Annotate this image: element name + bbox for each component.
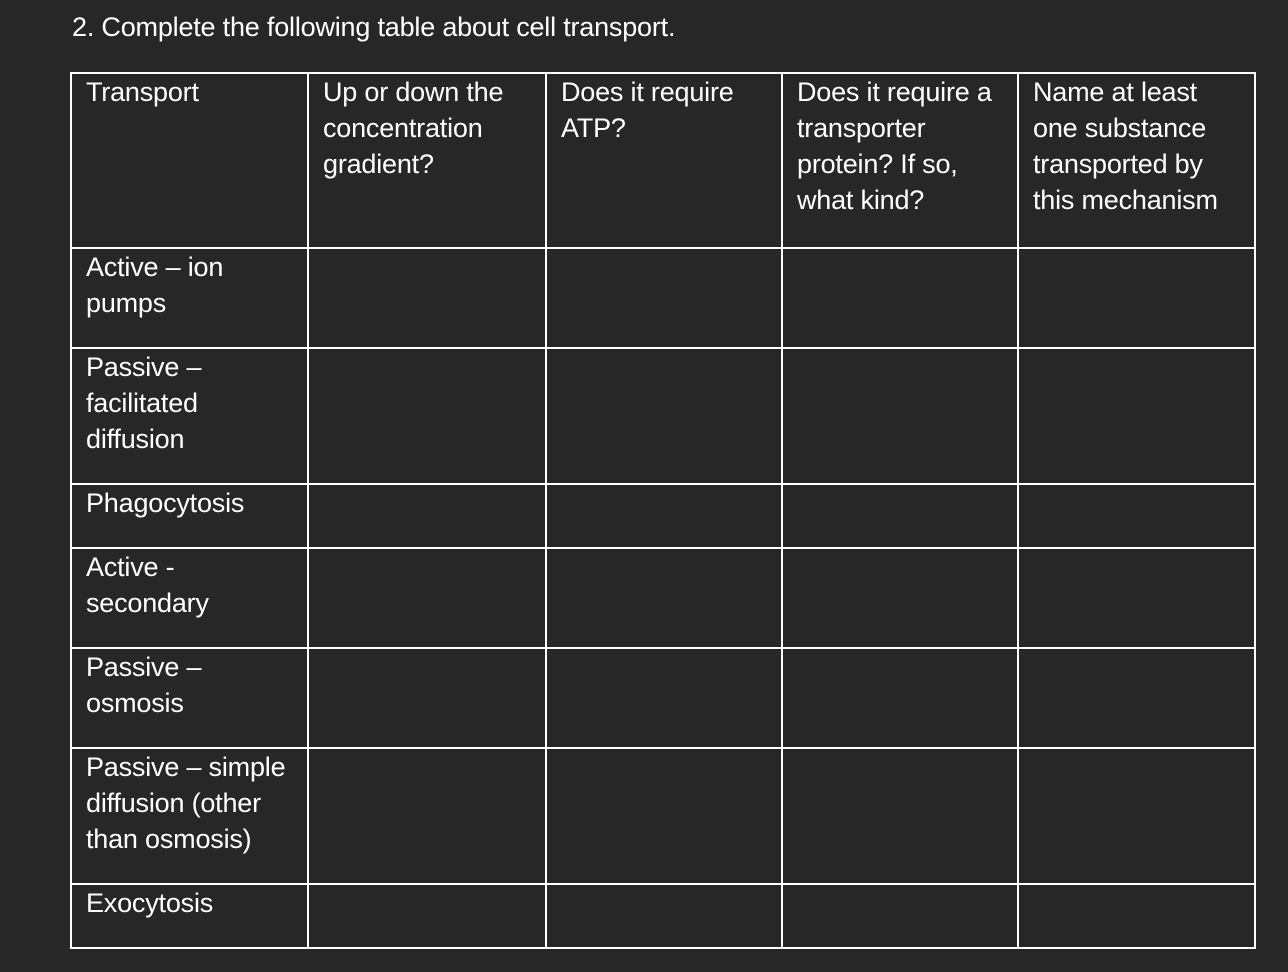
header-atp: Does it require ATP? [546,73,782,248]
answer-cell-gradient[interactable] [308,648,546,748]
answer-cell-atp[interactable] [546,748,782,884]
answer-cell-substance[interactable] [1018,648,1255,748]
table-row [71,648,1255,748]
answer-cell-substance[interactable] [1018,348,1255,484]
header-transport: Transport [71,73,308,248]
table-row [71,348,1255,484]
answer-cell-protein[interactable] [782,548,1018,648]
answer-cell-gradient[interactable] [308,548,546,648]
answer-cell-substance[interactable] [1018,248,1255,348]
header-substance: Name at least one substance transported by this mechanism [1018,73,1255,248]
answer-cell-substance[interactable] [1018,748,1255,884]
table-row [71,884,1255,948]
answer-cell-gradient[interactable] [308,248,546,348]
row-label-passive-simple-diffusion: Passive – simple diffusion (other than osmosis) [71,748,308,884]
answer-cell-protein[interactable] [782,648,1018,748]
row-label-active-secondary: Active - secondary [71,548,308,648]
answer-cell-substance[interactable] [1018,548,1255,648]
table-row [71,484,1255,548]
answer-cell-protein[interactable] [782,248,1018,348]
answer-cell-substance[interactable] [1018,484,1255,548]
table-row [71,548,1255,648]
header-transporter-protein: Does it require a transporter protein? If so, what kind? [782,73,1018,248]
row-label-active-ion-pumps: Active – ion pumps [71,248,308,348]
answer-cell-atp[interactable] [546,484,782,548]
answer-cell-protein[interactable] [782,348,1018,484]
row-label-exocytosis: Exocytosis [71,884,308,948]
answer-cell-protein[interactable] [782,884,1018,948]
answer-cell-gradient[interactable] [308,348,546,484]
answer-cell-atp[interactable] [546,884,782,948]
table-row [71,248,1255,348]
question-prompt: 2. Complete the following table about cell transport. [72,12,676,42]
answer-cell-gradient[interactable] [308,484,546,548]
answer-cell-substance[interactable] [1018,884,1255,948]
answer-cell-atp[interactable] [546,648,782,748]
answer-cell-atp[interactable] [546,548,782,648]
table-header-row [71,73,1255,248]
answer-cell-protein[interactable] [782,748,1018,884]
header-gradient: Up or down the concentration gradient? [308,73,546,248]
cell-transport-table [70,72,1256,949]
row-label-passive-facilitated-diffusion: Passive – facilitated diffusion [71,348,308,484]
row-label-phagocytosis: Phagocytosis [71,484,308,548]
table-row [71,748,1255,884]
answer-cell-gradient[interactable] [308,748,546,884]
answer-cell-protein[interactable] [782,484,1018,548]
answer-cell-atp[interactable] [546,248,782,348]
row-label-passive-osmosis: Passive – osmosis [71,648,308,748]
answer-cell-gradient[interactable] [308,884,546,948]
answer-cell-atp[interactable] [546,348,782,484]
